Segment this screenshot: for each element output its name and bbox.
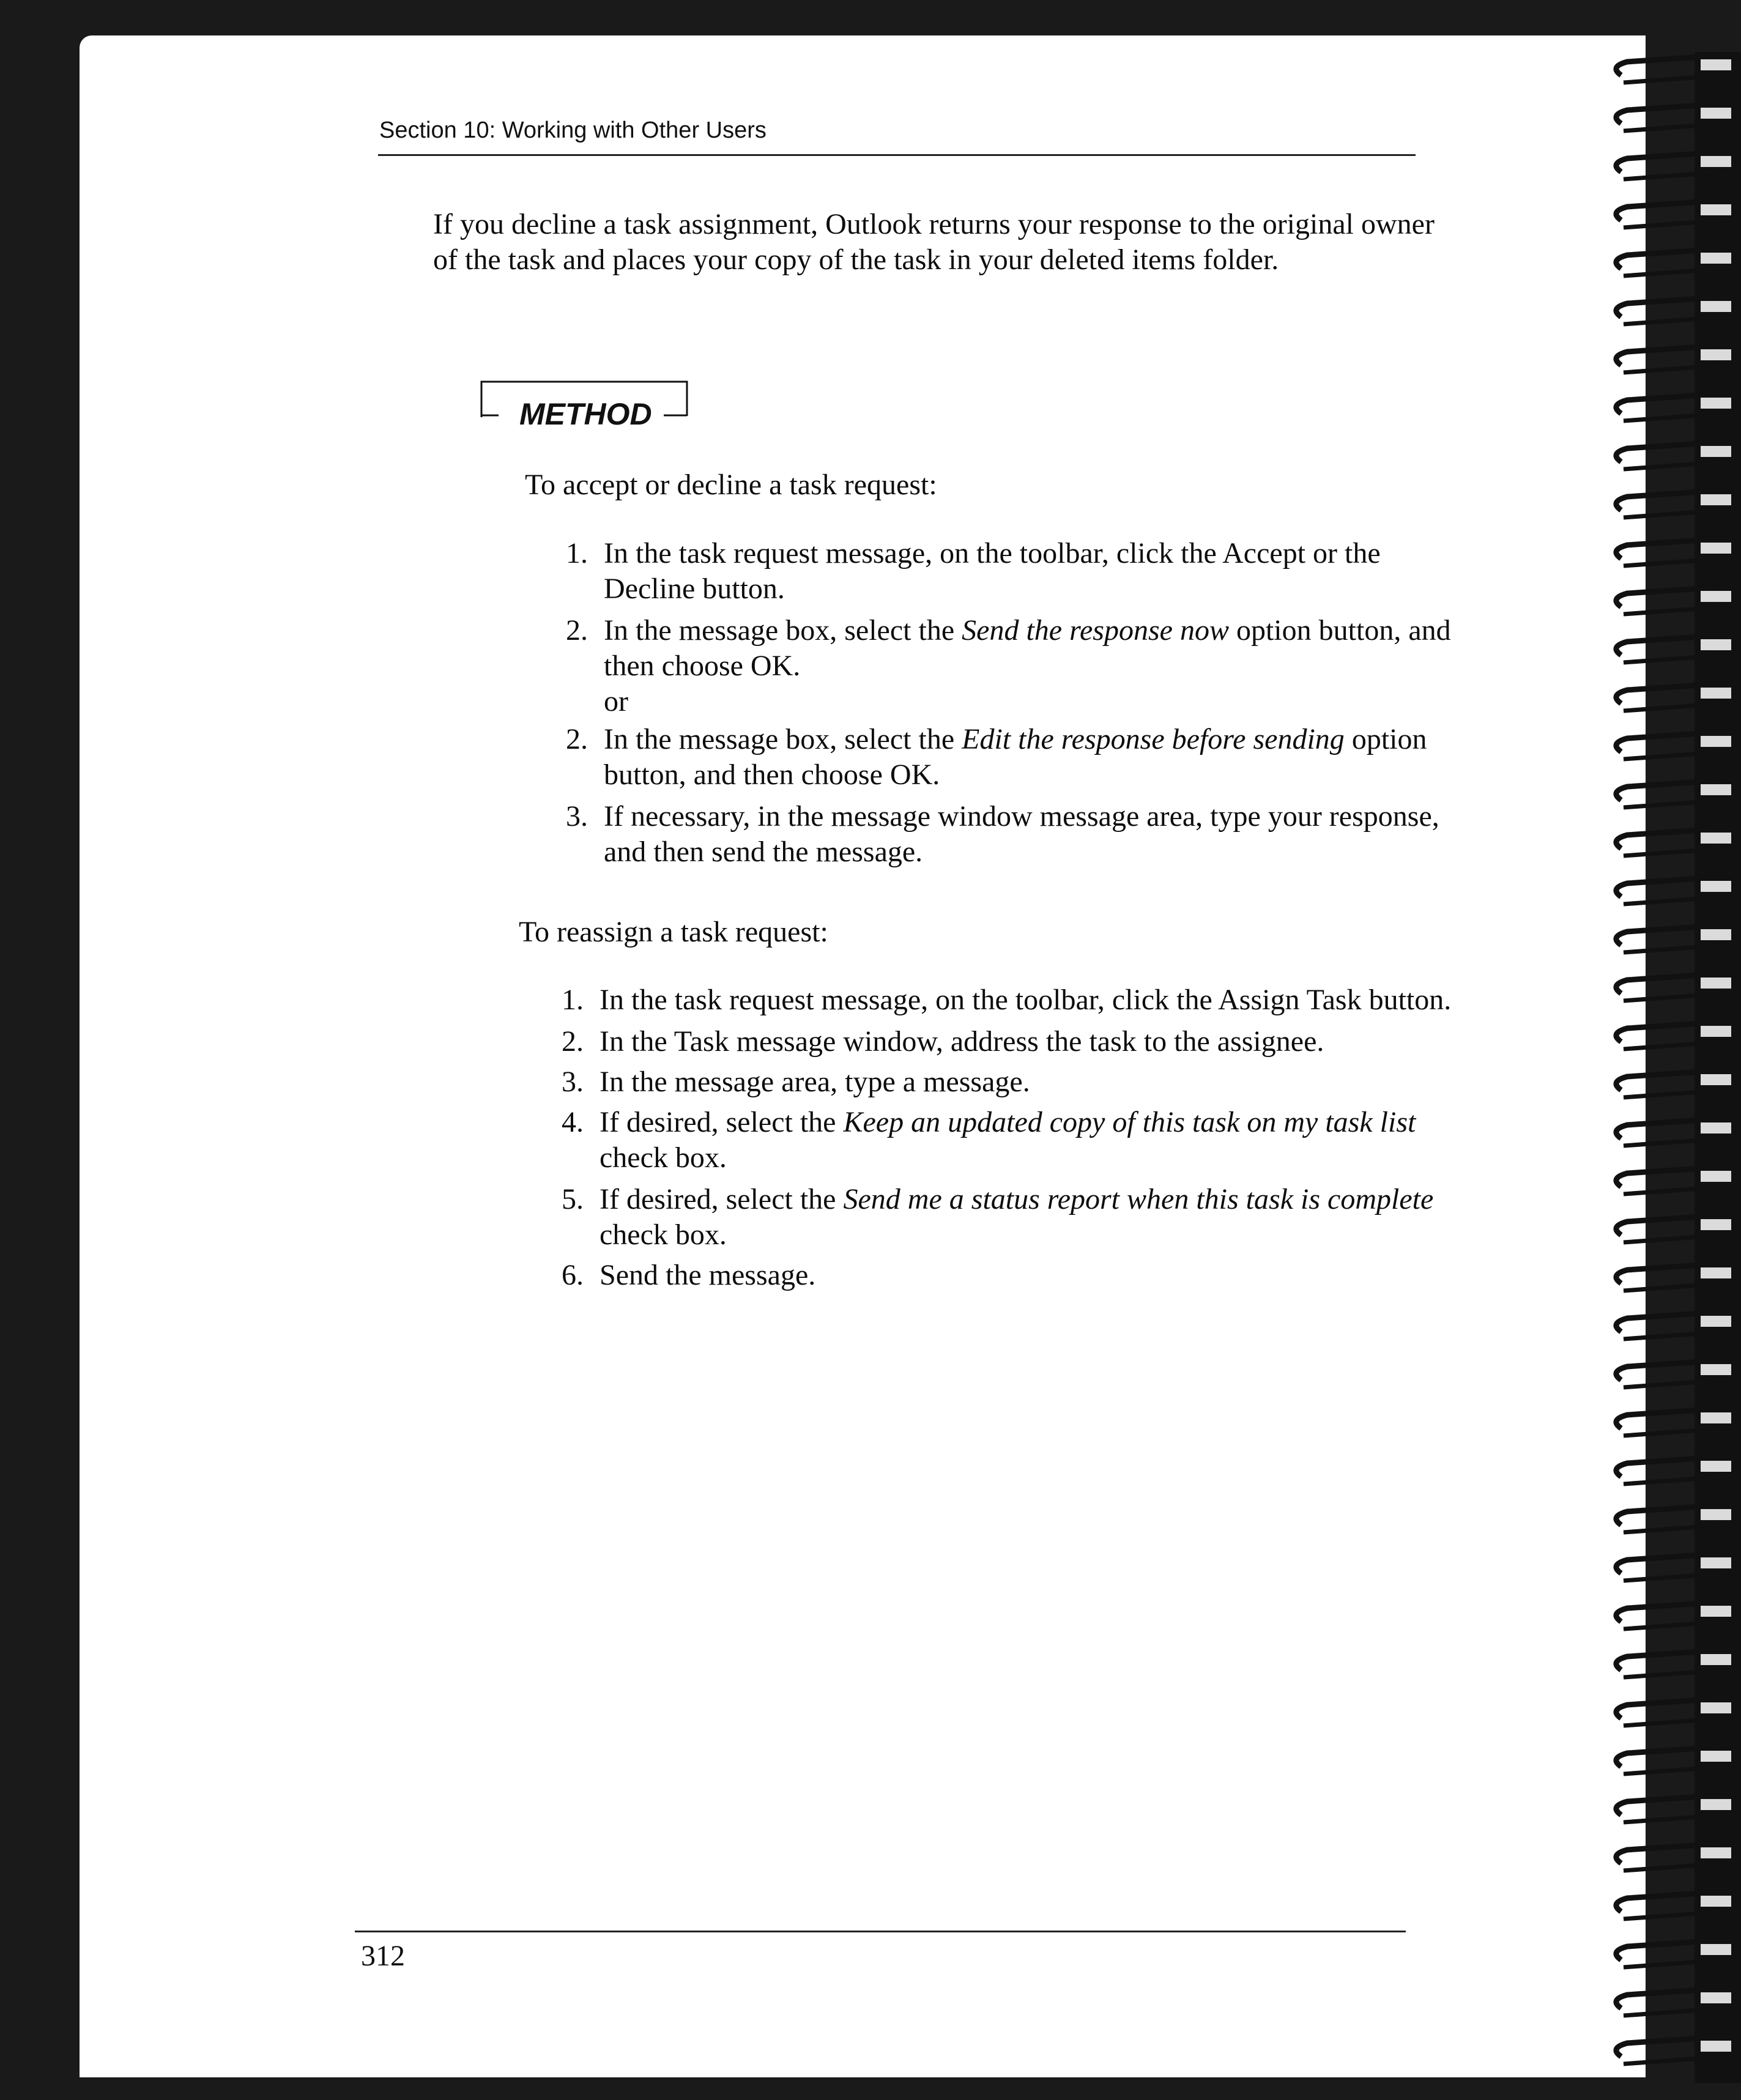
step-text-part: check box. — [600, 1141, 727, 1174]
step-text-part: In the message area, type a message. — [600, 1066, 1030, 1098]
step-text-part: In the message box, select the — [604, 723, 962, 755]
step-text — [600, 1258, 1461, 1293]
step-text-part: option button, and then choose OK. — [604, 614, 1451, 682]
step-number: 1. — [562, 984, 584, 1016]
header-rule — [378, 154, 1416, 156]
step-text — [604, 536, 1465, 607]
step-text-italic: Send me a status report when this task is complete — [843, 1183, 1434, 1215]
step-text — [604, 684, 1465, 719]
step-text-part: In the task request message, on the toolbar, click the Assign Task button. — [600, 984, 1452, 1016]
step-number: 4. — [562, 1106, 584, 1138]
footer-rule — [355, 1931, 1406, 1932]
step-item — [566, 722, 1465, 793]
step-number: 2. — [566, 614, 588, 647]
step-text-italic: Edit the response before sending — [962, 723, 1345, 755]
step-item — [562, 1105, 1461, 1176]
step-item — [566, 613, 1465, 684]
step-text-part: In the message box, select the — [604, 614, 962, 647]
step-text-italic: Keep an updated copy of this task on my task list — [843, 1106, 1416, 1138]
reassign-intro: To reassign a task request: — [519, 916, 828, 948]
step-number: 2. — [562, 1025, 584, 1058]
step-text-part: option button, and then choose OK. — [604, 723, 1427, 791]
intro-paragraph: If you decline a task assignment, Outlook returns your response to the original owner of the task and places your copy of the task in your deleted items folder. — [433, 208, 1435, 276]
step-text-part: In the task request message, on the toolbar, click the Accept or the Decline button. — [604, 537, 1381, 605]
step-text — [604, 722, 1465, 793]
step-item — [562, 1024, 1461, 1059]
spiral-binding — [1603, 52, 1741, 2083]
method-label: METHOD — [516, 396, 656, 432]
step-item — [566, 684, 1465, 719]
accept-decline-steps — [566, 536, 1465, 870]
step-text — [600, 1105, 1461, 1176]
step-text-part: check box. — [600, 1219, 727, 1251]
step-item — [566, 536, 1465, 607]
page-number: 312 — [361, 1940, 405, 1972]
section-header: Section 10: Working with Other Users — [379, 117, 767, 143]
step-number: 1. — [566, 537, 588, 570]
step-text-part: In the Task message window, address the task to the assignee. — [600, 1025, 1324, 1058]
step-text — [604, 799, 1465, 870]
step-text-italic: Send the response now — [962, 614, 1229, 647]
step-item — [562, 1182, 1461, 1253]
reassign-steps — [562, 982, 1461, 1293]
step-text — [600, 1064, 1461, 1100]
step-number: 3. — [566, 800, 588, 833]
step-text — [600, 1024, 1461, 1059]
step-text-part: Send the message. — [600, 1259, 816, 1291]
step-number: 6. — [562, 1259, 584, 1291]
accept-decline-intro: To accept or decline a task request: — [525, 469, 937, 501]
step-text-part: or — [604, 685, 628, 718]
step-item — [562, 1064, 1461, 1100]
step-text — [600, 982, 1461, 1018]
step-number: 5. — [562, 1183, 584, 1215]
step-item — [562, 1258, 1461, 1293]
step-text-part: If desired, select the — [600, 1183, 844, 1215]
step-text-part: If necessary, in the message window message area, type your response, and then send the message. — [604, 800, 1439, 868]
step-number: 3. — [562, 1066, 584, 1098]
step-item — [566, 799, 1465, 870]
step-number: 2. — [566, 723, 588, 755]
step-text — [600, 1182, 1461, 1253]
step-text — [604, 613, 1465, 684]
step-item — [562, 982, 1461, 1018]
step-text-part: If desired, select the — [600, 1106, 844, 1138]
